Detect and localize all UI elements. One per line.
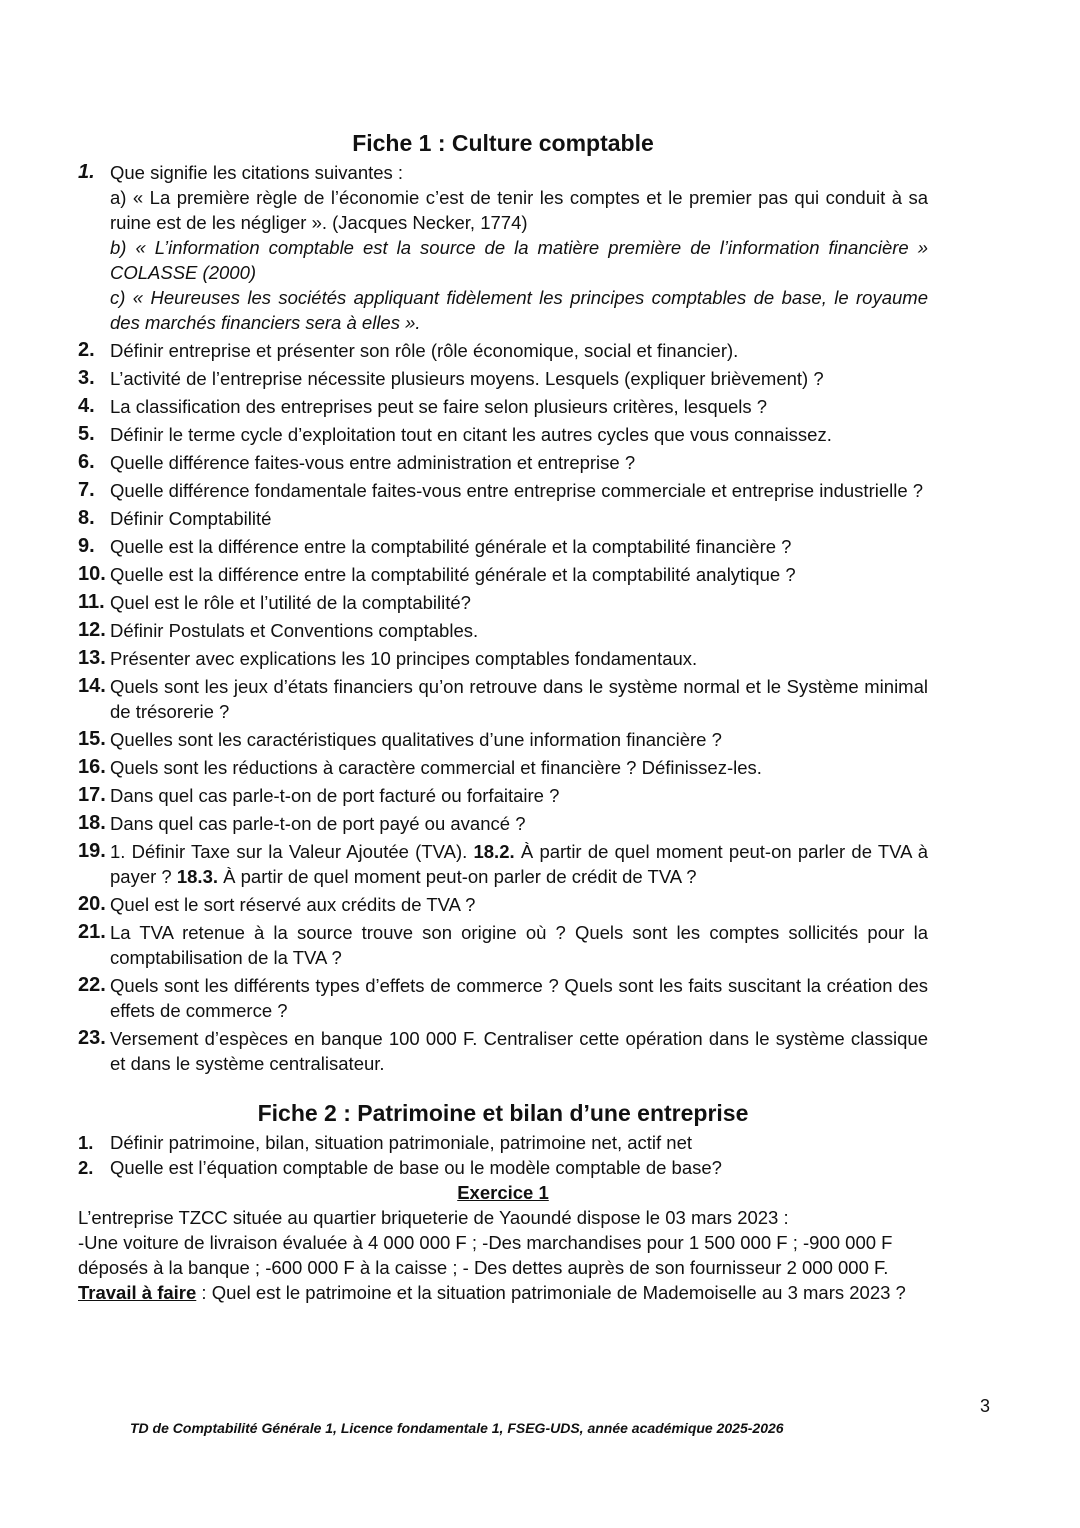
subquestion-label: 18.3.	[176, 866, 219, 887]
exercise-items: -Une voiture de livraison évaluée à 4 000 000 F ; -Des marchandises pour 1 500 000 F ; -900 000 F déposés à la banque ; -600 000 F à la caisse ; - Des dettes auprès de son fournisseur 2 000 000 F.	[78, 1232, 893, 1278]
question-number: 4.	[78, 395, 95, 417]
task-text: : Quel est le patrimoine et la situation patrimoniale de Mademoiselle au 3 mars 2023 ?	[196, 1282, 906, 1303]
question-number: 13.	[78, 647, 106, 669]
question-item	[78, 674, 928, 724]
question-item	[78, 755, 928, 780]
question-item	[78, 366, 928, 391]
question-text: Définir le terme cycle d’exploitation tout en citant les autres cycles que vous connaissez.	[110, 424, 832, 445]
question-number: 1.	[78, 1132, 94, 1153]
question-item	[78, 811, 928, 836]
question-text: Quelle différence fondamentale faites-vous entre entreprise commerciale et entreprise industrielle ?	[110, 480, 924, 501]
question-number: 23.	[78, 1027, 106, 1049]
question-item	[78, 562, 928, 587]
question-text: Dans quel cas parle-t-on de port facturé ou forfaitaire ?	[110, 785, 560, 806]
question-text: Quelle différence faites-vous entre administration et entreprise ?	[110, 452, 636, 473]
page-number: 3	[980, 1396, 991, 1416]
question-text: Définir patrimoine, bilan, situation patrimoniale, patrimoine net, actif net	[110, 1132, 693, 1153]
subquestion-label: 18.2.	[473, 841, 515, 862]
question-item	[78, 618, 928, 643]
question-item	[78, 450, 928, 475]
question-item	[78, 1155, 928, 1180]
question-item	[78, 478, 928, 503]
question-item	[78, 590, 928, 615]
question-number: 3.	[78, 367, 95, 389]
question-number: 17.	[78, 784, 106, 806]
document-page	[78, 128, 928, 1305]
question-number: 20.	[78, 893, 106, 915]
question-number: 1.	[78, 161, 95, 183]
question-item	[78, 338, 928, 363]
quote-a: a) « La première règle de l’économie c’est de tenir les comptes et le premier pas qui conduit à sa ruine est de les négliger ». (Jacques Necker, 1774)	[110, 187, 928, 233]
question-number: 5.	[78, 423, 95, 445]
question-text: Quelles sont les caractéristiques qualitatives d’une information financière ?	[110, 729, 722, 750]
question-number: 19.	[78, 840, 106, 862]
question-list	[78, 338, 928, 836]
question-number: 8.	[78, 507, 95, 529]
question-number: 16.	[78, 756, 106, 778]
question-number: 11.	[78, 591, 105, 613]
question-text-part3: À partir de quel moment peut-on parler de crédit de TVA ?	[218, 866, 697, 887]
quote-b: b) « L’information comptable est la source de la matière première de l’information financière » COLASSE (2000)	[110, 237, 928, 283]
question-text: Définir Postulats et Conventions comptables.	[110, 620, 479, 641]
question-item	[78, 1130, 928, 1155]
question-number: 18.	[78, 812, 106, 834]
question-item	[78, 506, 928, 531]
question-number: 21.	[78, 921, 106, 943]
question-list	[78, 892, 928, 1076]
task-label: Travail à faire	[78, 1282, 197, 1303]
question-number: 15.	[78, 728, 106, 750]
task	[78, 1280, 958, 1305]
question-item	[78, 646, 928, 671]
question-19	[78, 839, 928, 889]
question-text: La TVA retenue à la source trouve son origine où ? Quels sont les comptes sollicités pour la comptabilisation de la TVA ?	[110, 922, 928, 968]
footer: TD de Comptabilité Générale 1, Licence fondamentale 1, FSEG-UDS, année académique 2025-2026	[130, 1420, 784, 1436]
sheet2	[78, 1098, 928, 1305]
question-item	[78, 394, 928, 419]
question-item	[78, 534, 928, 559]
exercise-title: Exercice 1	[457, 1182, 549, 1203]
question-number: 22.	[78, 974, 106, 996]
question-number: 14.	[78, 675, 106, 697]
question-item	[78, 892, 928, 917]
question-text: La classification des entreprises peut se faire selon plusieurs critères, lesquels ?	[110, 396, 768, 417]
question-item	[78, 783, 928, 808]
question-text: Quels sont les différents types d’effets de commerce ? Quels sont les faits suscitant la création des effets de commerce ?	[110, 975, 928, 1021]
question-number: 2.	[78, 339, 95, 361]
question-text: Quels sont les jeux d’états financiers qu’on retrouve dans le système normal et le Système minimal de trésorerie ?	[110, 676, 928, 722]
question-text: Présenter avec explications les 10 principes comptables fondamentaux.	[110, 648, 698, 669]
question-text: L’activité de l’entreprise nécessite plusieurs moyens. Lesquels (expliquer brièvement) ?	[110, 368, 824, 389]
question-1	[78, 160, 928, 335]
question-item	[78, 920, 928, 970]
question-item	[78, 973, 928, 1023]
question-text: Quelle est la différence entre la comptabilité générale et la comptabilité analytique ?	[110, 564, 796, 585]
question-text: Quel est le sort réservé aux crédits de TVA ?	[110, 894, 476, 915]
question-text: Quelle est l’équation comptable de base ou le modèle comptable de base?	[110, 1157, 722, 1178]
question-text: Définir entreprise et présenter son rôle (rôle économique, social et financier).	[110, 340, 739, 361]
question-item	[78, 727, 928, 752]
exercise-intro: L’entreprise TZCC située au quartier briqueterie de Yaoundé dispose le 03 mars 2023 :	[78, 1207, 789, 1228]
question-number: 2.	[78, 1157, 94, 1178]
sheet2-title: Fiche 2 : Patrimoine et bilan d’une entreprise	[257, 1100, 749, 1126]
question-number: 6.	[78, 451, 95, 473]
question-text: Quels sont les réductions à caractère commercial et financière ? Définissez-les.	[110, 757, 762, 778]
question-text: Quelle est la différence entre la comptabilité générale et la comptabilité financière ?	[110, 536, 792, 557]
question-number: 10.	[78, 563, 106, 585]
question-number: 12.	[78, 619, 106, 641]
sheet1-title: Fiche 1 : Culture comptable	[352, 130, 654, 156]
question-text: Dans quel cas parle-t-on de port payé ou avancé ?	[110, 813, 526, 834]
question-text-part1: 1. Définir Taxe sur la Valeur Ajoutée (TVA).	[110, 841, 474, 862]
question-text-part2: À partir de quel moment peut-on parler de TVA à payer ?	[110, 841, 928, 887]
question-number: 7.	[78, 479, 95, 501]
question-list	[78, 1130, 928, 1180]
quote-c: c) « Heureuses les sociétés appliquant fidèlement les principes comptables de base, le royaume des marchés financiers sera à elles ».	[110, 287, 928, 333]
question-item	[78, 422, 928, 447]
question-text: Quel est le rôle et l’utilité de la comptabilité?	[110, 592, 471, 613]
question-text: Versement d’espèces en banque 100 000 F. Centraliser cette opération dans le système classique et dans le système centralisateur.	[110, 1028, 928, 1074]
question-item	[78, 1026, 928, 1076]
question-number: 9.	[78, 535, 95, 557]
question-text: Définir Comptabilité	[110, 508, 272, 529]
question-text: Que signifie les citations suivantes :	[110, 162, 404, 183]
